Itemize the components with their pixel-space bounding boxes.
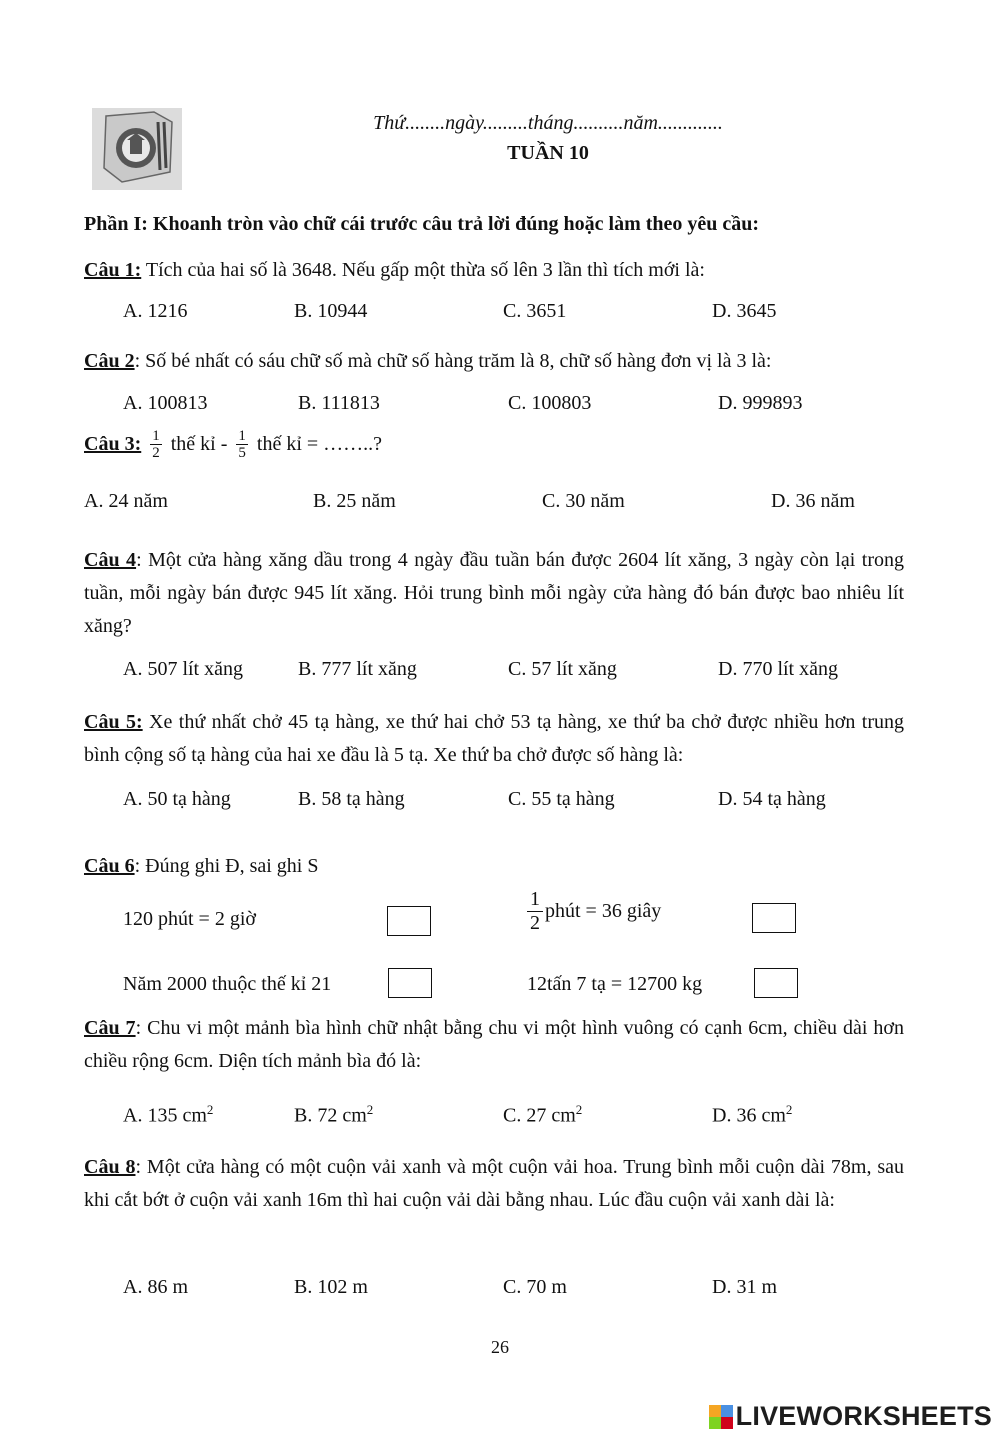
option-b[interactable]: B. 102 m (294, 1276, 368, 1298)
option-c[interactable]: C. 100803 (508, 392, 592, 414)
fraction-numerator: 1 (238, 428, 246, 444)
fraction-denominator: 2 (152, 445, 160, 461)
option-b[interactable] (294, 1102, 373, 1128)
fraction (527, 888, 543, 935)
question-text: Tích của hai số là 3648. Nếu gấp một thừa số lên 3 lần thì tích mới là: (141, 259, 705, 281)
question-label: Câu 6 (84, 855, 135, 877)
option-text: B. 72 cm (294, 1104, 367, 1127)
option-a[interactable]: A. 24 năm (84, 490, 168, 512)
option-a[interactable]: A. 100813 (123, 392, 208, 414)
option-d[interactable]: D. 770 lít xăng (718, 658, 838, 680)
icon-square (721, 1405, 733, 1417)
superscript: 2 (206, 1102, 214, 1117)
question-label: Câu 3: (84, 433, 142, 455)
question-5 (84, 706, 904, 772)
option-text: C. 27 cm (503, 1104, 576, 1127)
option-a[interactable]: A. 1216 (123, 300, 188, 322)
question-label: Câu 1: (84, 259, 142, 281)
liveworksheets-brand (709, 1401, 992, 1432)
icon-square (709, 1417, 721, 1429)
answer-box-2[interactable] (752, 903, 796, 933)
option-d[interactable] (712, 1102, 792, 1128)
fraction-denominator: 2 (530, 912, 540, 934)
question-text: : Chu vi một mảnh bìa hình chữ nhật bằng chu vi một hình vuông có cạnh 6cm, chiều dài hơn chiều rộng 6cm. Diện tích mảnh bìa đó là: (84, 1017, 904, 1072)
option-c[interactable]: C. 70 m (503, 1276, 567, 1298)
brand-text: LIVEWORKSHEETS (735, 1401, 992, 1431)
answer-box-3[interactable] (388, 968, 432, 998)
fraction (236, 428, 248, 461)
question-label: Câu 7 (84, 1017, 136, 1039)
week-title: TUẦN 10 (507, 142, 589, 164)
option-c[interactable]: C. 57 lít xăng (508, 658, 617, 680)
option-c[interactable]: C. 30 năm (542, 490, 625, 512)
question-text: Xe thứ nhất chở 45 tạ hàng, xe thứ hai chở 53 tạ hàng, xe thứ ba chở được nhiều hơn trung bình cộng số tạ hàng của hai xe đầu là 5 tạ. Xe thứ ba chở được số hàng là: (84, 711, 904, 766)
fraction-numerator: 1 (152, 428, 160, 444)
answer-box-4[interactable] (754, 968, 798, 998)
statement-text: phút = 36 giây (545, 900, 662, 922)
option-d[interactable]: D. 54 tạ hàng (718, 788, 826, 810)
question-8 (84, 1151, 904, 1217)
question-text: thế kỉ = ……..? (251, 433, 383, 455)
statement-3: Năm 2000 thuộc thế kỉ 21 (123, 973, 332, 995)
question-text: : Số bé nhất có sáu chữ số mà chữ số hàng trăm là 8, chữ số hàng đơn vị là 3 là: (134, 350, 772, 372)
option-c[interactable]: C. 55 tạ hàng (508, 788, 615, 810)
question-label: Câu 4 (84, 549, 137, 571)
question-text: : Một cửa hàng xăng dầu trong 4 ngày đầu tuần bán được 2604 lít xăng, 3 ngày còn lại trong tuần, mỗi ngày bán được 945 lít xăng. Hỏi trung bình mỗi ngày cửa hàng đó bán được bao nhiêu lít xăng? (84, 549, 904, 637)
option-b[interactable]: B. 25 năm (313, 490, 396, 512)
superscript: 2 (575, 1102, 583, 1117)
question-4 (84, 544, 904, 643)
statement-1: 120 phút = 2 giờ (123, 908, 256, 930)
option-a[interactable]: A. 507 lít xăng (123, 658, 243, 680)
option-c[interactable] (503, 1102, 582, 1128)
fraction-denominator: 5 (238, 445, 246, 461)
icon-square (709, 1405, 721, 1417)
option-b[interactable]: B. 111813 (298, 392, 380, 414)
question-label: Câu 5: (84, 711, 143, 733)
fraction (150, 428, 162, 461)
statement-2 (527, 888, 661, 935)
page-number: 26 (491, 1337, 509, 1357)
section-title: Phần I: Khoanh tròn vào chữ cái trước câu trả lời đúng hoặc làm theo yêu cầu: (84, 213, 760, 235)
question-label: Câu 8 (84, 1156, 136, 1178)
question-text: : Một cửa hàng có một cuộn vải xanh và một cuộn vải hoa. Trung bình mỗi cuộn dài 78m, sau khi cắt bớt ở cuộn vải xanh 16m thì hai cuộn vải dài bằng nhau. Lúc đầu cuộn vải xanh dài là: (84, 1156, 904, 1211)
statement-4: 12tấn 7 tạ = 12700 kg (527, 973, 703, 995)
question-text: : Đúng ghi Đ, sai ghi S (134, 855, 319, 877)
fraction-numerator: 1 (527, 888, 543, 912)
liveworksheets-icon (709, 1405, 733, 1429)
question-3 (84, 428, 382, 461)
question-6 (84, 855, 318, 878)
option-text: A. 135 cm (123, 1104, 207, 1127)
answer-box-1[interactable] (387, 906, 431, 936)
option-b[interactable]: B. 58 tạ hàng (298, 788, 405, 810)
date-line: Thứ........ngày.........tháng..........năm............. (373, 112, 723, 134)
option-d[interactable]: D. 31 m (712, 1276, 777, 1298)
option-c[interactable]: C. 3651 (503, 300, 567, 322)
option-a[interactable]: A. 50 tạ hàng (123, 788, 231, 810)
option-text: D. 36 cm (712, 1104, 786, 1127)
superscript: 2 (785, 1102, 793, 1117)
icon-square (721, 1417, 733, 1429)
option-b[interactable]: B. 10944 (294, 300, 368, 322)
question-2 (84, 345, 904, 378)
question-text: thế kỉ - (165, 433, 233, 455)
option-d[interactable]: D. 3645 (712, 300, 777, 322)
option-b[interactable]: B. 777 lít xăng (298, 658, 417, 680)
question-1 (84, 254, 904, 287)
option-d[interactable]: D. 999893 (718, 392, 803, 414)
option-a[interactable]: A. 86 m (123, 1276, 188, 1298)
option-a[interactable] (123, 1102, 213, 1128)
question-7 (84, 1012, 904, 1078)
question-label: Câu 2 (84, 350, 135, 372)
option-d[interactable]: D. 36 năm (771, 490, 855, 512)
superscript: 2 (366, 1102, 374, 1117)
